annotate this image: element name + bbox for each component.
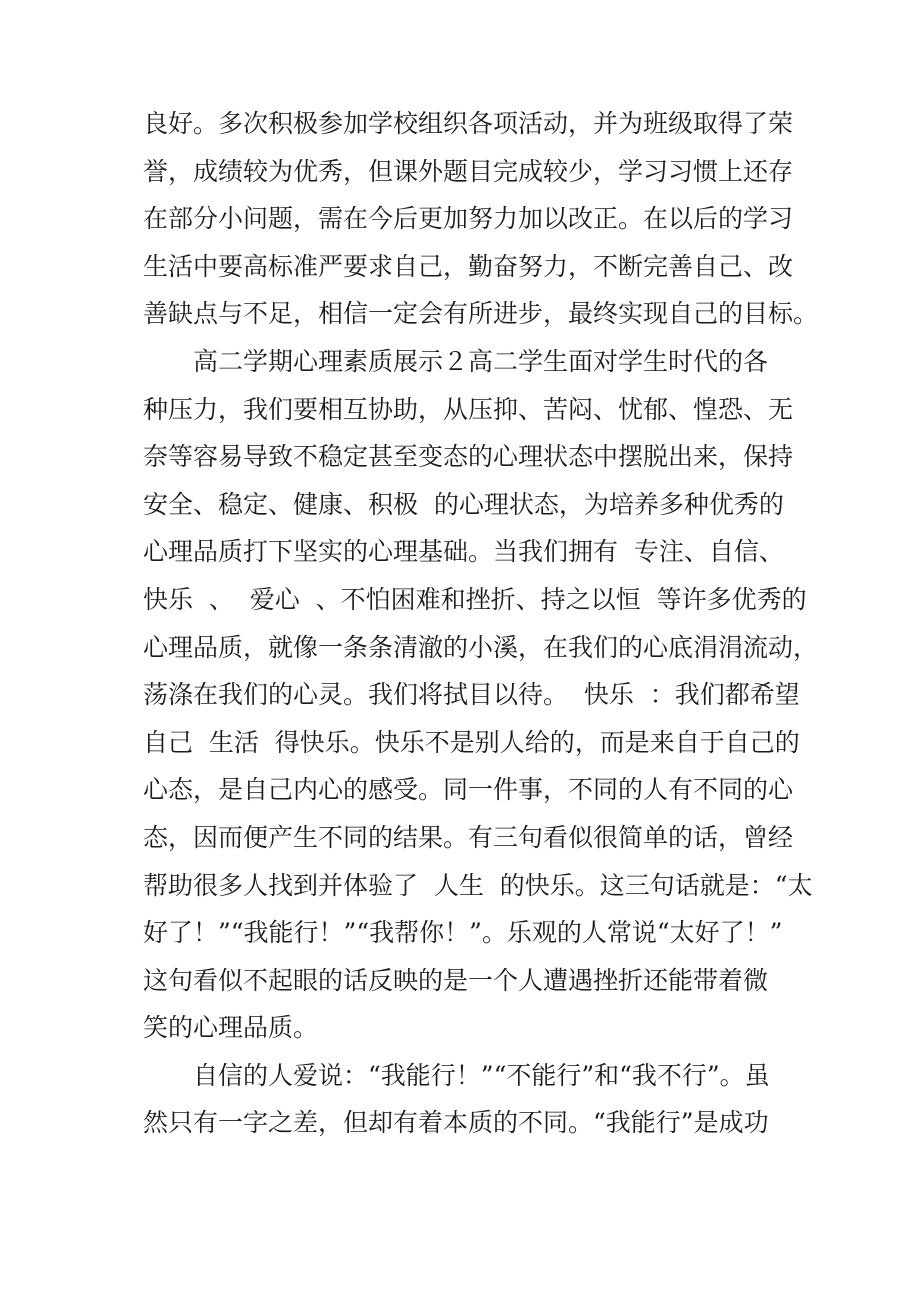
- text-line: 安全、稳定、健康、积极 的心理状态，为培养多种优秀的: [143, 489, 784, 519]
- text-line: 自己 生活 得快乐。快乐不是别人给的，而是来自于自己的: [143, 727, 800, 757]
- text-line: 在部分小问题，需在今后更加努力加以改正。在以后的学习: [143, 204, 794, 234]
- text-line: 帮助很多人找到并体验了 人生 的快乐。这三句话就是：“太: [143, 870, 813, 900]
- text-line: 心理品质打下坚实的心理基础。当我们拥有 专注、自信、: [143, 537, 784, 567]
- text-line: 种压力，我们要相互协助，从压抑、苦闷、忧郁、惶恐、无: [143, 394, 794, 424]
- paragraph-2: [143, 338, 819, 1052]
- body-text: [143, 100, 819, 1147]
- text-line: 善缺点与不足，相信一定会有所进步，最终实现自己的目标。: [143, 299, 819, 329]
- text-line: 自信的人爱说：“我能行！”“不能行”和“我不行”。虽: [193, 1060, 770, 1090]
- text-line: 生活中要高标准严要求自己，勤奋努力，不断完善自己、改: [143, 251, 794, 281]
- text-line: 良好。多次积极参加学校组织各项活动，并为班级取得了荣: [143, 109, 794, 138]
- text-line: 笑的心理品质。: [143, 1013, 319, 1043]
- text-line: 奈等容易导致不稳定甚至变态的心理状态中摆脱出来，保持: [143, 442, 794, 472]
- text-line: 这句看似不起眼的话反映的是一个人遭遇挫折还能带着微: [143, 965, 769, 995]
- text-line: 态，因而便产生不同的结果。有三句看似很简单的话，曾经: [143, 822, 794, 852]
- text-line: 然只有一字之差，但却有着本质的不同。“我能行”是成功: [143, 1108, 769, 1138]
- text-line: 荡涤在我们的心灵。我们将拭目以待。 快乐 ：我们都希望: [143, 680, 800, 710]
- paragraph-3: [143, 1052, 783, 1147]
- text-line: 快乐 、 爱心 、不怕困难和挫折、持之以恒 等许多优秀的: [143, 584, 807, 614]
- text-line: 心理品质，就像一条条清澈的小溪，在我们的心底涓涓流动，: [143, 632, 819, 662]
- text-line: 高二学期心理素质展示２高二学生面对学生时代的各: [193, 346, 769, 376]
- text-line: 誉，成绩较为优秀，但课外题目完成较少，学习习惯上还存: [143, 156, 794, 186]
- text-line: 好了！”“我能行！”“我帮你！”。乐观的人常说“太好了！”: [143, 918, 783, 948]
- paragraph-1: [143, 100, 819, 338]
- text-line: 心态，是自己内心的感受。同一件事，不同的人有不同的心: [143, 775, 794, 805]
